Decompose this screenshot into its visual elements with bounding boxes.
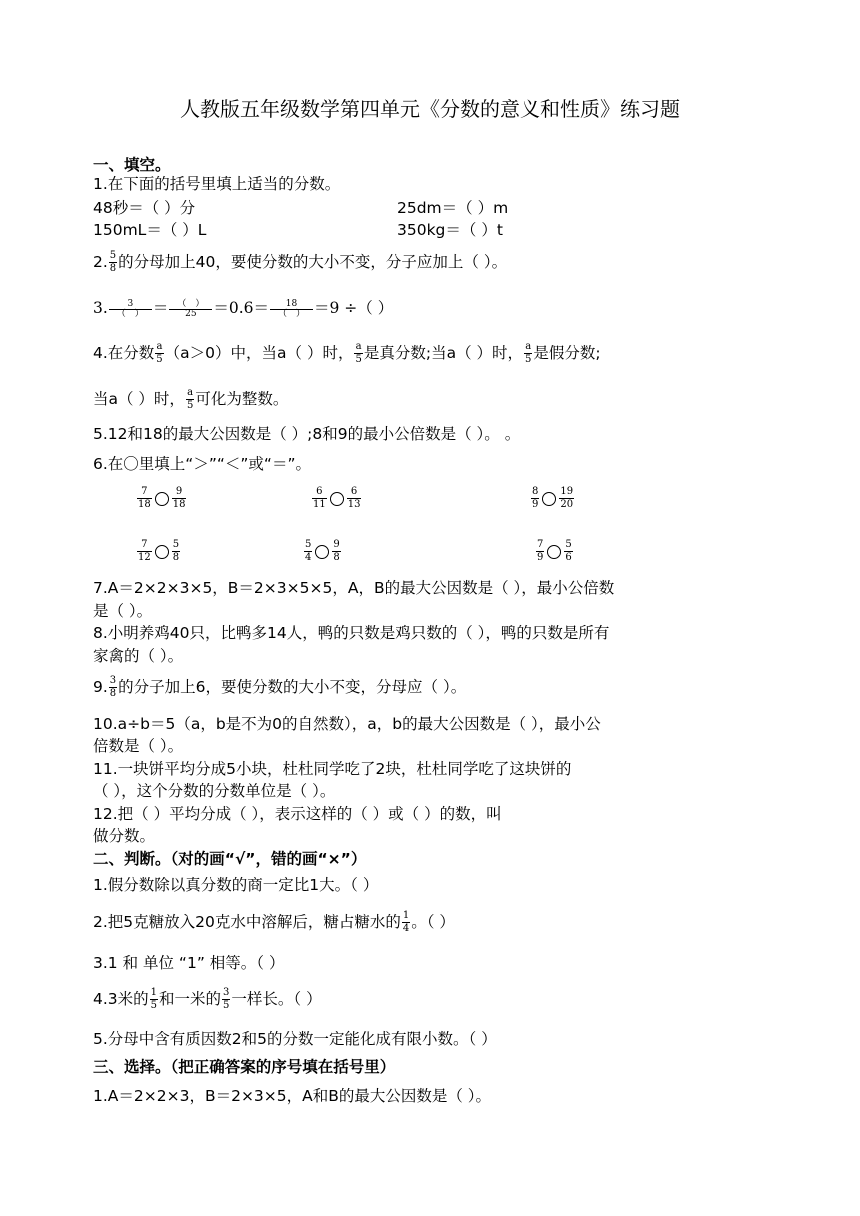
fraction xyxy=(536,540,544,563)
q1-7-line1: 7.A＝2×2×3×5，B＝2×3×5×5，A，B的最大公因数是（ ），最小公倍数 xyxy=(93,579,615,597)
compare-circle[interactable] xyxy=(315,545,329,559)
numerator: 9 xyxy=(172,487,187,499)
numerator: 7 xyxy=(137,487,152,499)
fraction xyxy=(270,300,313,319)
denominator: （ ） xyxy=(116,308,144,319)
denominator: 9 xyxy=(537,552,544,563)
fraction-a-over-5 xyxy=(155,342,163,365)
fraction xyxy=(564,540,572,563)
fraction-a-over-5 xyxy=(186,388,194,411)
q2-2-text: 。（ ） xyxy=(411,913,455,931)
compare-item xyxy=(136,540,181,563)
fraction xyxy=(402,911,410,934)
compare-item xyxy=(535,540,574,563)
denominator: （ ） xyxy=(278,308,306,319)
denominator: 11 xyxy=(313,499,326,510)
q1-4-line2 xyxy=(93,388,288,411)
q1-1b: 25dm＝（ ）m xyxy=(397,199,509,217)
denominator: 4 xyxy=(402,923,410,934)
fraction xyxy=(169,300,212,319)
q1-1-text: 1.在下面的括号里填上适当的分数。 xyxy=(93,175,341,193)
numerator: 6 xyxy=(312,487,327,499)
numerator: 5 xyxy=(109,250,117,261)
section2-heading: 二、判断。（对的画“√”，错的画“×”） xyxy=(93,850,367,868)
q1-11-line2: （ ），这个分数的分数单位是（ ）。 xyxy=(93,782,336,800)
fraction-a-over-5 xyxy=(524,342,532,365)
fraction xyxy=(347,487,362,510)
q1-4-line1 xyxy=(93,342,601,365)
q1-9-number: 9. xyxy=(93,678,108,696)
q2-2-text: 2.把5克糖放入20克水中溶解后，糖占糖水的 xyxy=(93,913,401,931)
compare-item xyxy=(311,487,362,510)
compare-circle[interactable] xyxy=(155,545,169,559)
q1-2 xyxy=(93,251,507,274)
numerator: 5 xyxy=(172,539,180,550)
denominator: 5 xyxy=(156,354,163,365)
q1-6: 6.在〇里填上“＞”“＜”或“＝”。 xyxy=(93,455,311,473)
fraction xyxy=(304,540,312,563)
fraction xyxy=(531,487,539,510)
q1-3-mid-text: ＝0.6＝ xyxy=(213,299,269,317)
denominator: 12 xyxy=(138,552,151,563)
numerator: 1 xyxy=(150,987,158,998)
denominator: 20 xyxy=(560,499,574,510)
numerator: 6 xyxy=(347,487,362,499)
denominator: 8 xyxy=(109,688,117,699)
page-title: 人教版五年级数学第四单元《分数的意义和性质》练习题 xyxy=(180,97,680,121)
compare-circle[interactable] xyxy=(547,545,561,559)
compare-circle[interactable] xyxy=(542,492,556,506)
denominator: 4 xyxy=(305,552,312,563)
denominator: 5 xyxy=(355,354,362,365)
fraction xyxy=(109,676,117,699)
denominator: 18 xyxy=(172,499,186,510)
q2-1: 1.假分数除以真分数的商一定比1大。（ ） xyxy=(93,876,379,894)
denominator: 5 xyxy=(223,1000,230,1011)
section1-heading: 一、填空。 xyxy=(93,156,171,174)
numerator: 18 xyxy=(270,300,313,310)
q1-1c: 150mL＝（ ）L xyxy=(93,221,207,239)
denominator: 6 xyxy=(565,552,572,563)
fraction xyxy=(109,251,117,274)
fraction xyxy=(109,300,152,319)
numerator: 3 xyxy=(109,675,117,686)
fraction xyxy=(312,487,327,510)
numerator: 19 xyxy=(560,486,574,497)
denominator: 9 xyxy=(532,499,539,510)
numerator: 5 xyxy=(305,539,312,550)
fraction xyxy=(559,487,574,510)
q2-4-text: 一样长。（ ） xyxy=(231,990,322,1008)
numerator: a xyxy=(187,387,194,398)
q1-4-text: 4.在分数 xyxy=(93,344,155,362)
q1-11-line1: 11.一块饼平均分成5小块，杜杜同学吃了2块，杜杜同学吃了这块饼的 xyxy=(93,760,572,778)
q1-7-line2: 是（ ）。 xyxy=(93,602,153,620)
q1-8-line1: 8.小明养鸡40只，比鸭多14人，鸭的只数是鸡只数的（ ），鸭的只数是所有 xyxy=(93,624,610,642)
fraction xyxy=(172,540,180,563)
numerator: a xyxy=(355,341,362,352)
q1-2-text: 的分母加上40，要使分数的大小不变，分子应加上（ ）。 xyxy=(118,253,508,271)
equals-sign: ＝ xyxy=(152,299,169,317)
q1-3 xyxy=(93,297,393,319)
numerator: 7 xyxy=(137,540,152,552)
denominator: 18 xyxy=(138,499,151,510)
q1-4-text: 是真分数;当a（ ）时， xyxy=(363,344,523,362)
denominator: 5 xyxy=(186,400,194,411)
q1-10-line2: 倍数是（ ）。 xyxy=(93,737,184,755)
fraction xyxy=(332,540,340,563)
q1-4-text: 当a（ ）时， xyxy=(93,390,185,408)
numerator: 8 xyxy=(532,486,539,497)
denominator: 13 xyxy=(347,499,361,510)
fraction xyxy=(137,540,152,563)
numerator: 5 xyxy=(565,539,572,550)
denominator: 8 xyxy=(172,552,180,563)
q1-3-number: 3. xyxy=(93,299,108,317)
q1-3-end-text: ＝9 ÷（ ） xyxy=(314,299,394,317)
numerator: 3 xyxy=(109,300,152,310)
q1-12-line2: 做分数。 xyxy=(93,827,156,845)
q1-9-text: 的分子加上6，要使分数的大小不变，分母应（ ）。 xyxy=(118,678,467,696)
numerator: 9 xyxy=(333,539,340,550)
q2-4-text: 4.3米的 xyxy=(93,990,149,1008)
numerator: a xyxy=(156,341,163,352)
denominator: 25 xyxy=(185,308,197,319)
denominator: 5 xyxy=(525,354,532,365)
denominator: 5 xyxy=(150,1000,158,1011)
q1-5: 5.12和18的最大公因数是（ ）;8和9的最小公倍数是（ ）。 。 xyxy=(93,425,521,443)
compare-item xyxy=(136,487,187,510)
denominator: 8 xyxy=(333,552,340,563)
q1-2-number: 2. xyxy=(93,253,108,271)
q2-3: 3.1 和 单位 “1” 相等。（ ） xyxy=(93,954,285,972)
numerator: a xyxy=(525,341,532,352)
q1-4-text: 可化为整数。 xyxy=(195,390,289,408)
q1-1a: 48秒＝（ ）分 xyxy=(93,199,196,217)
fraction xyxy=(150,988,158,1011)
numerator: 7 xyxy=(537,539,544,550)
compare-circle[interactable] xyxy=(330,492,344,506)
q1-9 xyxy=(93,676,466,699)
fraction xyxy=(172,487,187,510)
numerator: 3 xyxy=(223,987,230,998)
numerator: 1 xyxy=(402,910,410,921)
compare-item xyxy=(530,487,575,510)
q2-5: 5.分母中含有质因数2和5的分数一定能化成有限小数。（ ） xyxy=(93,1030,497,1048)
q2-4-text: 和一米的 xyxy=(159,990,222,1008)
q1-4-text: 是假分数; xyxy=(533,344,601,362)
fraction xyxy=(222,988,230,1011)
numerator: （ ） xyxy=(169,300,212,310)
q1-1d: 350kg＝（ ）t xyxy=(397,221,503,239)
denominator: 8 xyxy=(109,263,117,274)
q2-4 xyxy=(93,988,322,1011)
q1-12-line1: 12.把（ ）平均分成（ ），表示这样的（ ）或（ ）的数，叫 xyxy=(93,805,502,823)
q3-1: 1.A＝2×2×3，B＝2×3×5，A和B的最大公因数是（ ）。 xyxy=(93,1087,492,1105)
fraction-a-over-5 xyxy=(354,342,362,365)
fraction xyxy=(137,487,152,510)
compare-item xyxy=(303,540,342,563)
compare-circle[interactable] xyxy=(155,492,169,506)
q2-2 xyxy=(93,911,455,934)
q1-8-line2: 家禽的（ ）。 xyxy=(93,647,184,665)
q1-10-line1: 10.a÷b＝5（a，b是不为0的自然数），a，b的最大公因数是（ ），最小公 xyxy=(93,715,601,733)
section3-heading: 三、选择。（把正确答案的序号填在括号里） xyxy=(93,1058,396,1076)
q1-4-text: （a＞0）中，当a（ ）时， xyxy=(164,344,354,362)
